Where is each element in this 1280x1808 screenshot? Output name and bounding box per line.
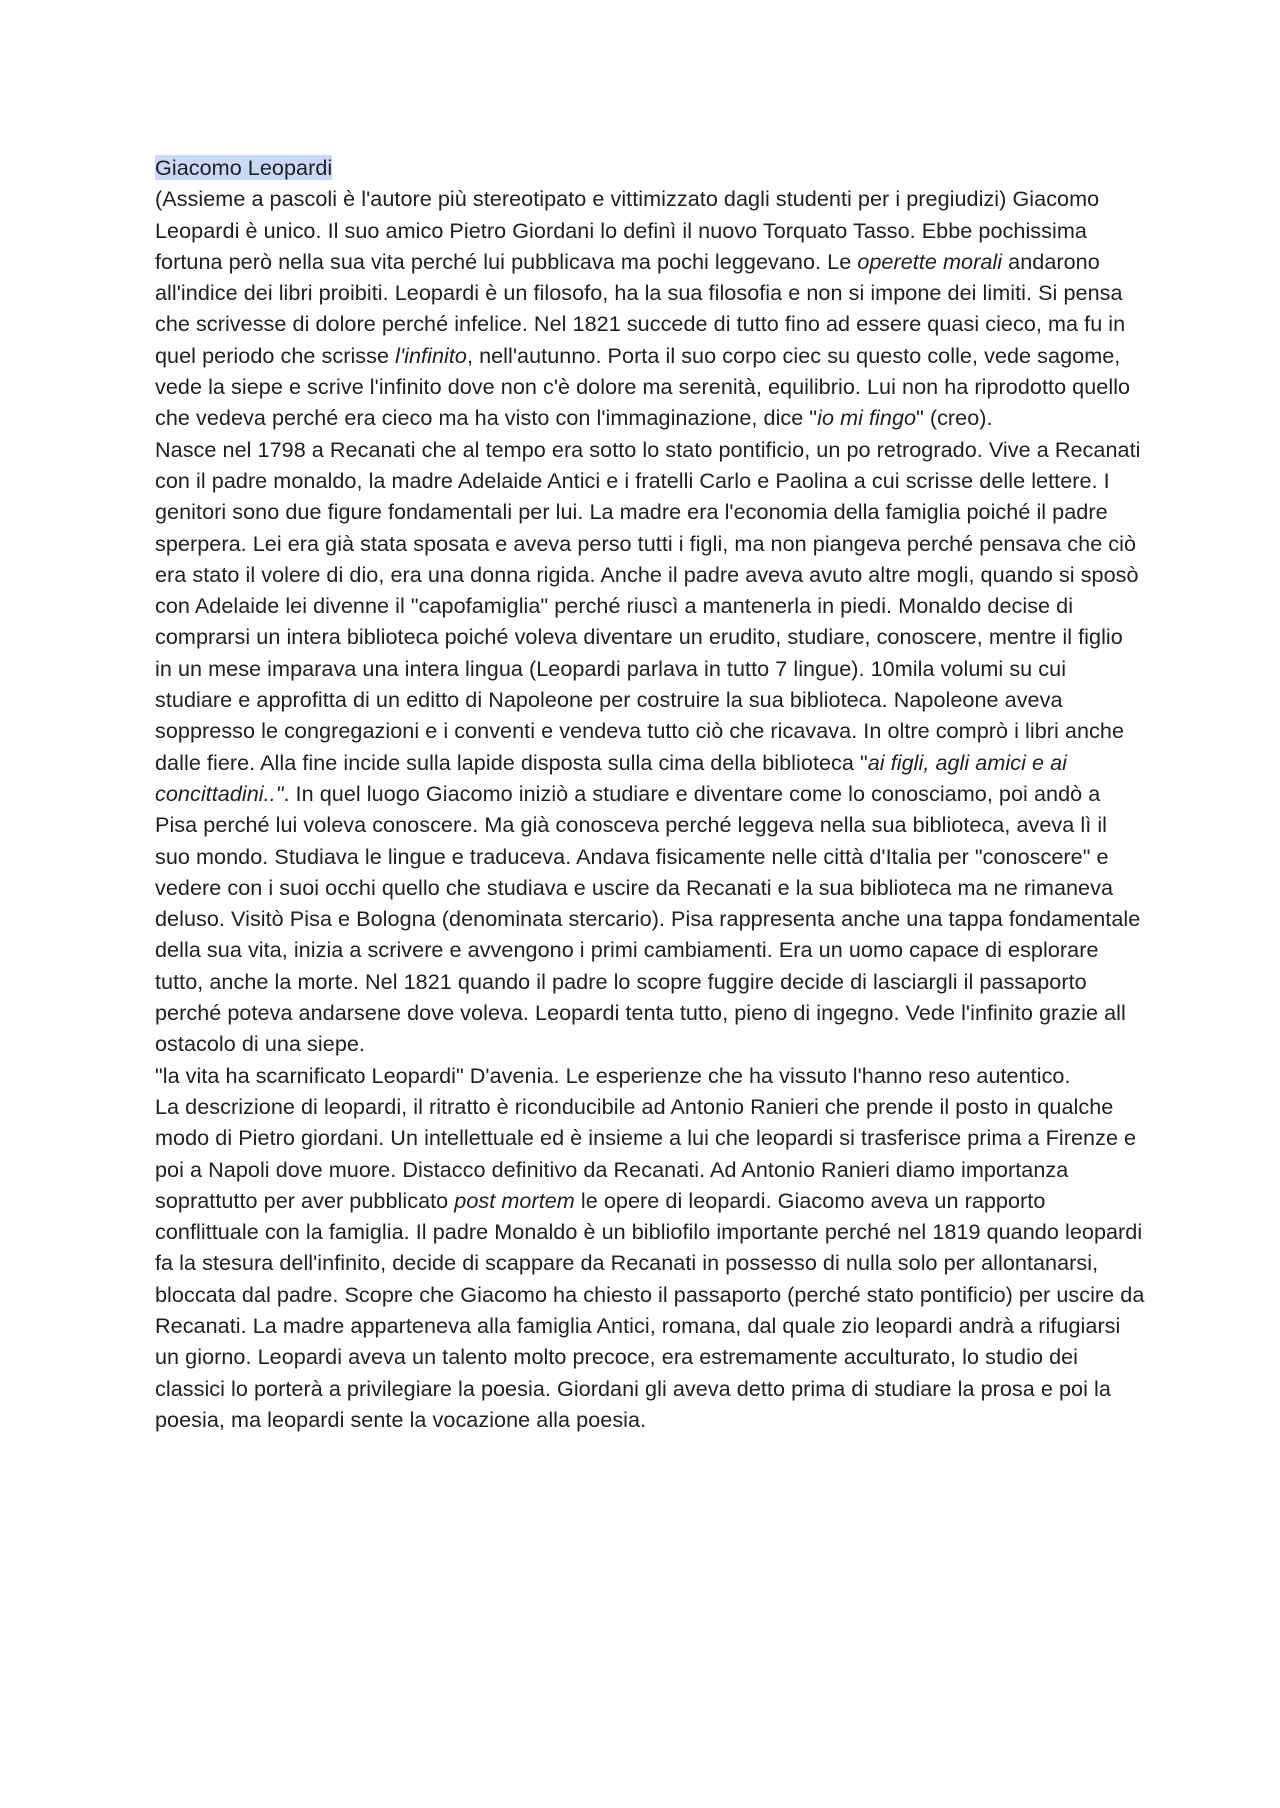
text-run: Nasce nel 1798 a Recanati che al tempo era sotto lo stato pontificio, un po retrogrado. Vive a Recanati con il padre monaldo, la madre Adelaide Antici e i fratelli Carlo e Paolina a cui scrisse delle lettere. I genitori sono due figure fondamentali per lui. La madre era l'economia della famiglia poiché il padre sperpera. Lei era già stata sposata e aveva perso tutti i figli, ma non piangeva perché pensava che ciò era stato il volere di dio, era una donna rigida. Anche il padre aveva avuto altre mogli, quando si sposò con Adelaide lei divenne il "capofamiglia" perché riuscì a mantenerla in piedi. Monaldo decise di comprarsi un intera biblioteca poiché voleva diventare un erudito, studiare, conoscere, mentre il figlio in un mese imparava una intera lingua (Leopardi parlava in tutto 7 lingue). 10mila volumi su cui studiare e approfitta di un editto di Napoleone per costruire la sua biblioteca. Napoleone aveva soppresso le congregazioni e i conventi e vendeva tutto ciò che ricavava. In oltre comprò i libri anche dalle fiere. Alla fine incide sulla lapide disposta sulla cima della biblioteca " xyxy=(155,436,1141,775)
paragraph-2 xyxy=(155,434,1145,1060)
document-title[interactable]: Giacomo Leopardi xyxy=(155,155,333,180)
document-body xyxy=(155,152,1145,1435)
text-run: La descrizione di leopardi, il ritratto è riconducibile ad Antonio Ranieri che prende il posto in qualche modo di Pietro giordani. Un intellettuale ed è insieme a lui che leopardi si trasferisce prima a Firenze e poi a Napoli dove muore. Distacco definitivo da Recanati. Ad Antonio Ranieri diamo importanza soprattutto per aver pubblicato xyxy=(155,1093,1137,1213)
paragraph-3 xyxy=(155,1060,1145,1091)
text-run: " (creo). xyxy=(916,405,993,431)
italic-text-run: ai figli, agli amici e ai concittadini.." xyxy=(155,749,1068,806)
italic-text-run: post mortem xyxy=(454,1187,575,1213)
text-run: "la vita ha scarnificato Leopardi" D'avenia. Le esperienze che ha vissuto l'hanno reso autentico. xyxy=(155,1062,1071,1088)
text-run: andarono all'indice dei libri proibiti. Leopardi è un filosofo, ha la sua filosofia e non si impone dei limiti. Si pensa che scrivesse di dolore perché infelice. Nel 1821 succede di tutto fino ad essere quasi cieco, ma fu in quel periodo che scrisse xyxy=(155,248,1126,368)
paragraph-container xyxy=(155,183,1145,1435)
italic-text-run: io mi fingo xyxy=(817,405,917,431)
text-run: . In quel luogo Giacomo iniziò a studiare e diventare come lo conosciamo, poi andò a Pisa perché lui voleva conoscere. Ma già conosceva perché leggeva nella sua biblioteca, aveva lì il suo mondo. Studiava le lingue e traduceva. Andava fisicamente nelle città d'Italia per "conoscere" e vedere con i suoi occhi quello che studiava e uscire da Recanati e la sua biblioteca ma ne rimaneva deluso. Visitò Pisa e Bologna (denominata stercario). Pisa rappresenta anche una tappa fondamentale della sua vita, inizia a scrivere e avvengono i primi cambiamenti. Era un uomo capace di esplorare tutto, anche la morte. Nel 1821 quando il padre lo scopre fuggire decide di lasciargli il passaporto perché poteva andarsene dove voleva. Leopardi tenta tutto, pieno di ingegno. Vede l'infinito grazie all ostacolo di una siepe. xyxy=(155,780,1141,1057)
document-title-line xyxy=(155,152,1145,183)
italic-text-run: l'infinito xyxy=(395,342,467,368)
paragraph-4 xyxy=(155,1091,1145,1435)
italic-text-run: operette morali xyxy=(857,248,1003,274)
text-run: le opere di leopardi. Giacomo aveva un rapporto conflittuale con la famiglia. Il padre Monaldo è un bibliofilo importante perché nel 1819 quando leopardi fa la stesura dell'infinito, decide di scappare da Recanati in possesso di nulla solo per allontanarsi, bloccata dal padre. Scopre che Giacomo ha chiesto il passaporto (perché stato pontificio) per uscire da Recanati. La madre apparteneva alla famiglia Antici, romana, dal quale zio leopardi andrà a rifugiarsi un giorno. Leopardi aveva un talento molto precoce, era estremamente acculturato, lo studio dei classici lo porterà a privilegiare la poesia. Giordani gli aveva detto prima di studiare la prosa e poi la poesia, ma leopardi sente la vocazione alla poesia. xyxy=(155,1187,1145,1432)
paragraph-1 xyxy=(155,183,1145,433)
text-run: , nell'autunno. Porta il suo corpo ciec su questo colle, vede sagome, vede la siepe e scrive l'infinito dove non c'è dolore ma serenità, equilibrio. Lui non ha riprodotto quello che vedeva perché era cieco ma ha visto con l'immaginazione, dice " xyxy=(155,342,1131,431)
text-run: (Assieme a pascoli è l'autore più stereotipato e vittimizzato dagli studenti per i pregiudizi) Giacomo Leopardi è unico. Il suo amico Pietro Giordani lo definì il nuovo Torquato Tasso. Ebbe pochissima fortuna però nella sua vita perché lui pubblicava ma pochi leggevano. Le xyxy=(155,186,1100,274)
